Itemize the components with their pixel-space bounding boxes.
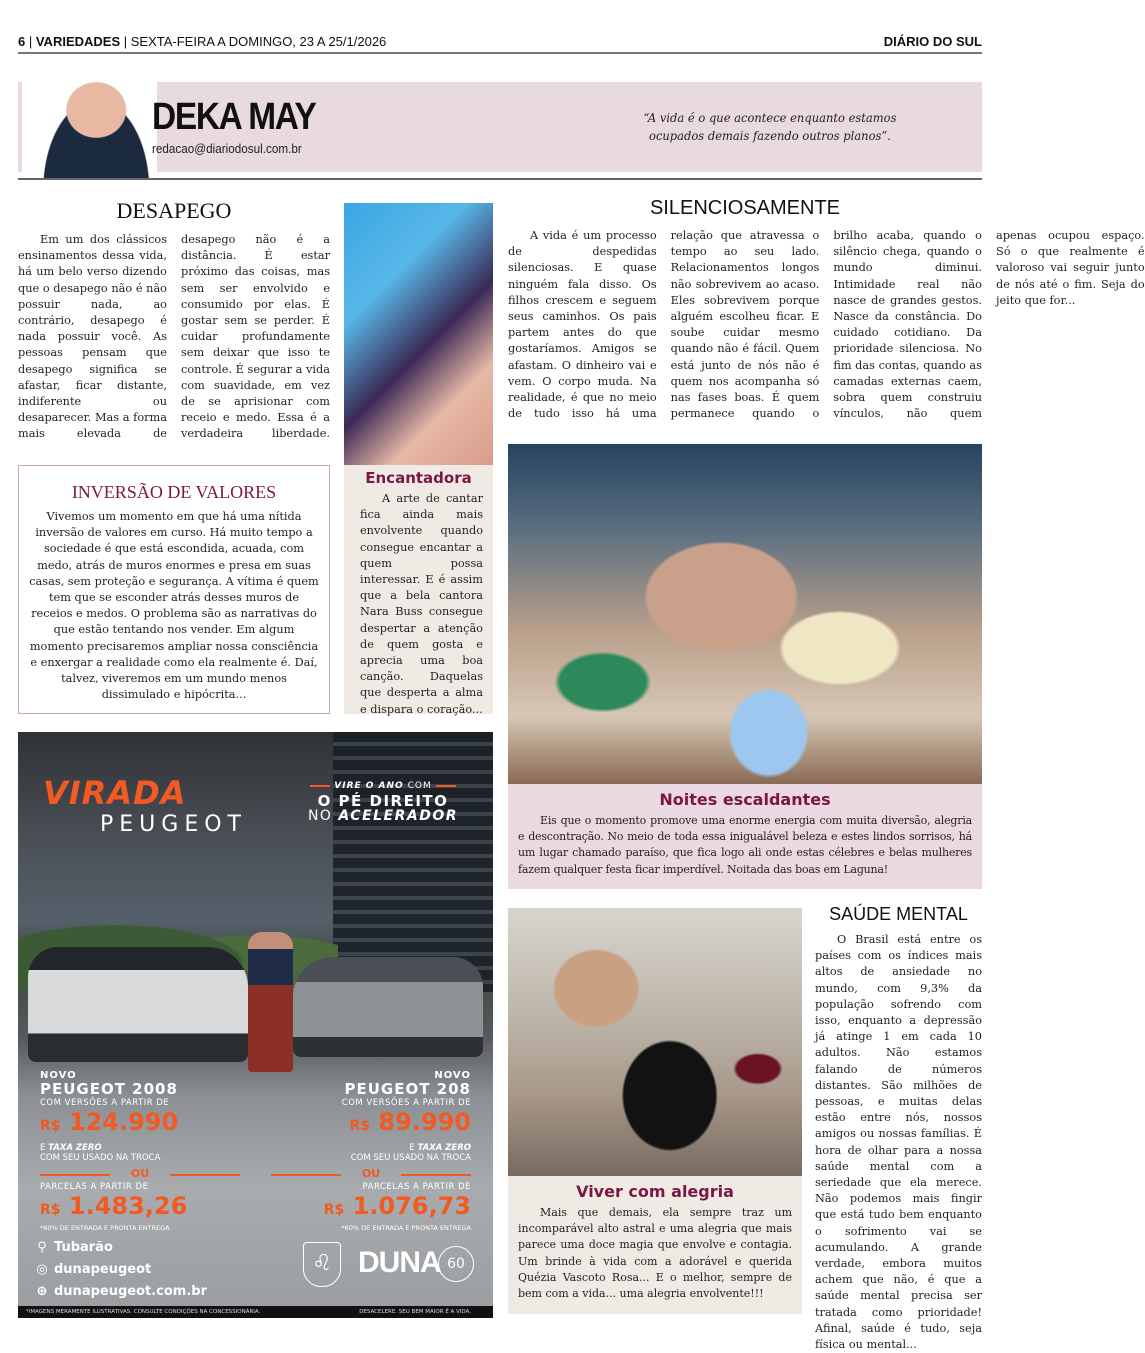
noites-article [508,809,982,878]
offer-footnote: *60% DE ENTRADA E PRONTA ENTREGA [341,1224,471,1232]
viver-box [508,1176,802,1314]
currency: R$ [40,1118,61,1134]
silenciosamente-title: SILENCIOSAMENTE [649,197,841,219]
alegria-photo [508,908,802,1176]
offer-novo: NOVO [434,1070,471,1081]
dealer-logo: DUNA [358,1246,441,1279]
viver-body: Mais que demais, ela sempre traz um incomparável alto astral e uma alegria que mais parece uma doce magia que envolve e contagia. Um brinde à vida com a adorável e querida Quézia Vascoto Rosa... E o melhor, sempre de bem com a vida... uma alegria envolvente!!! [518,1206,792,1301]
taxa-bold: TAXA ZERO [48,1143,102,1153]
taxa-rest: COM SEU USADO NA TROCA [40,1153,161,1163]
encantadora-box [344,465,493,714]
taxa-prefix: E [40,1143,46,1153]
silenciosamente-article [508,228,1145,434]
tagline-rest: COM [407,781,432,791]
offer-installment [40,1192,240,1224]
offer-novo: NOVO [40,1070,77,1081]
inversao-body: Vivemos um momento em que há uma nítida inversão de valores em curso. Há muito tempo a sociedade é que está escondida, acuada, com medo, atrás de muros enormes e presa em suas casas, sem proteção e segurança. A vítima é quem tem que se esconder atrás desses muros de receios e medos. O problema são as narrativas do que estão tentando nos vender. Em algum momento precisaremos ampliar nossa consciência e enxergar a realidade como ela realmente é. Daí, talvez, viveremos em um mundo menos dissimulado e hipócrita... [29,510,319,702]
installment-value: 1.076,73 [352,1192,471,1220]
author-portrait [22,64,157,179]
offer-from: COM VERSÕES A PARTIR DE [341,1098,471,1108]
peugeot-ad[interactable] [18,732,493,1318]
peugeot-lion-icon: ♌ [303,1242,341,1287]
contact-instagram[interactable] [34,1259,207,1281]
encantadora-body: A arte de cantar fica ainda mais envolvente quando consegue encantar a quem possa interessar. E é assim que a bela cantora Nara Buss consegue despertar a atenção de quem gosta e aprecia uma boa canção. Daquelas que desperta a alma e dispara o coração... [360,492,483,716]
page-folio [18,32,982,54]
offer-or: OU [40,1167,240,1180]
tagline-no: NO [307,808,333,824]
author-email[interactable]: redacao@diariodosul.com.br [152,141,302,156]
anniversary-badge: 60 [438,1246,474,1282]
inversao-title: INVERSÃO DE VALORES [71,482,277,502]
ad-disclaimer: *IMAGENS MERAMENTE ILUSTRATIVAS. CONSULTE CONDIÇÕES NA CONCESSIONÁRIA. [26,1309,261,1315]
contact-website[interactable] [34,1281,207,1303]
quote-line-1: “A vida é o que acontece enquanto estamos [643,110,897,125]
singer-photo [344,203,493,465]
tagline-rule-left [310,785,330,787]
edition-date: SEXTA-FEIRA A DOMINGO, 23 A 25/1/2026 [130,34,387,49]
instagram-icon: ◎ [36,1262,48,1277]
traffic-safety-note: DESACELERE. SEU BEM MAIOR É A VIDA. [359,1309,471,1315]
tagline-acelerador: ACELERADOR [338,808,459,824]
offer-208 [271,1070,471,1232]
taxa-bold: TAXA ZERO [417,1143,471,1153]
page-number: 6 [18,34,26,49]
encantadora-title: Encantadora [365,469,472,487]
offer-installments-label: PARCELAS A PARTIR DE [40,1182,149,1192]
location-text: Tubarão [54,1240,113,1255]
noites-title: Noites escaldantes [659,790,831,809]
offer-price [271,1108,471,1140]
globe-icon: ⊕ [36,1284,48,1299]
saude-article [815,932,982,1353]
taxa-rest: COM SEU USADO NA TROCA [350,1153,471,1163]
noites-box [508,784,982,889]
offer-installment [271,1192,471,1224]
currency: R$ [349,1118,371,1134]
inversao-box [18,465,330,714]
price-value: 89.990 [378,1108,471,1136]
currency: R$ [323,1202,345,1218]
ad-model-person [248,932,293,1072]
quote-line-2: ocupados demais fazendo outros planos”. [649,128,891,143]
saude-title: SAÚDE MENTAL [829,904,968,924]
desapego-article [18,232,330,450]
offer-from: COM VERSÕES A PARTIR DE [40,1098,170,1108]
map-pin-icon: ⚲ [37,1240,47,1255]
group-photo [508,444,982,784]
taxa-prefix: E [409,1143,415,1153]
offer-or: OU [271,1167,471,1180]
ad-headline: VIRADA [43,774,187,812]
folio-left: 6 | VARIEDADES | SEXTA-FEIRA A DOMINGO, 23 A 25/1/2026 [18,34,387,49]
tagline-line-2: O PÉ DIREITO [317,792,449,810]
peugeot-2008-car [28,947,248,1062]
offer-taxa [40,1143,240,1163]
currency: R$ [40,1202,61,1218]
encantadora-article [344,487,493,718]
noites-body: Eis que o momento promove uma enorme energia com muita diversão, alegria e descontração. No meio de toda essa inigualável beleza e estes lindos sorrisos, há um lugar chamado paraíso, que fica logo ali onde estas célebres e belas mulheres fazem qualquer festa ficar imperdível. Noitada das boas em Laguna! [518,814,972,876]
ad-contacts [34,1237,207,1303]
offer-model: PEUGEOT 2008 [40,1080,178,1098]
folio-divider [18,52,982,54]
website-link[interactable]: dunapeugeot.com.br [54,1284,208,1299]
tagline-line-3 [303,808,463,824]
desapego-title: DESAPEGO [116,198,232,223]
offer-price [40,1108,240,1140]
ad-brand: PEUGEOT [100,812,247,837]
ad-logos [303,1242,483,1287]
offer-2008 [40,1070,240,1232]
installment-value: 1.483,26 [68,1192,188,1220]
peugeot-208-car [293,957,483,1057]
offer-footnote: *60% DE ENTRADA E PRONTA ENTREGA [40,1224,170,1232]
section-name: VARIEDADES [35,34,121,49]
price-value: 124.990 [68,1108,179,1136]
banner-divider [18,178,982,180]
author-name: DEKA MAY [152,96,316,138]
desapego-body: Em um dos clássicos ensinamentos dessa vida, há um belo verso dizendo que o desapego não é não possuir nada, ao contrário, desapego é nada possuir você. As pessoas pensam que desapego significa se afastar, ficar distante, indiferente ou desaparecer. Mas a forma mais elevada de desapego não é a distância. É estar próximo das coisas, mas sem ser envolvido e consumido por elas. É gostar sem se perder. É cuidar profundamente sem deixar que isso te controle. É segurar a vida com suavidade, em vez de se aprisionar com receio e medo. Essa é a verdadeira liberdade. [18,233,330,441]
viver-title: Viver com alegria [576,1182,734,1201]
offer-installments-label: PARCELAS A PARTIR DE [362,1182,471,1192]
newspaper-name: DIÁRIO DO SUL [883,34,982,49]
offer-model: PEUGEOT 208 [344,1080,471,1098]
ad-disclaimer-bar [18,1306,493,1318]
contact-location [34,1237,207,1259]
offer-taxa [271,1143,471,1163]
tagline-bold: VIRE O ANO [334,781,404,791]
silenciosamente-body: A vida é um processo de despedidas silenciosas. E quase ninguém fala disso. Os filhos crescem e seguem seus caminhos. Os pais partem antes do que gostaríamos. Amigos se afastam. O dinheiro vai e vem. O corpo muda. Na realidade, é que no meio de tudo isso há uma relação que atravessa o tempo ao seu lado. Relacionamentos longos não sobrevivem ao acaso. Eles sobrevivem porque alguém escolheu ficar. E soube cuidar mesmo quando não é fácil. Quem está junto de nós não é quem nos acompanha só nas fases boas. É quem permanece quando o brilho acaba, quando o silêncio chega, quando o mundo diminui. Intimidade real não nasce de grandes gestos. Nasce da constância. Do cuidado cotidiano. Da prioridade silenciosa. No fim das contas, quando as camadas externas caem, sobra quem construiu vínculos, não quem apenas ocupou espaço. Só o que realmente é valoroso vai seguir junto de nós até o fim. Seja do jeito que for... [508,229,1145,421]
ad-tagline [303,781,463,791]
ad-cars-image [23,902,488,1072]
instagram-handle[interactable]: dunapeugeot [54,1262,152,1277]
column-quote [632,109,908,145]
viver-article [508,1201,802,1302]
saude-body: O Brasil está entre os países com os índices mais altos de ansiedade no mundo, com 9,3% da população sofrendo com isso, enquanto a depressão já atinge 1 em cada 10 adultos. Não estamos falando de números distantes. São milhões de pessoas, e muitas delas estão entre nós, nossos amigos ou nossas famílias. É hora de olhar para a nossa saúde mental com a seriedade que ela merece. Não podemos mais fingir que está tudo bem enquanto o sofrimento vai se acumulando. A grande verdade, embora muitos achem que não, é que a saúde mental precisa ser tratada como prioridade! Afinal, saúde é tudo, seja física ou mental... [815,933,982,1352]
tagline-rule-right [436,785,456,787]
